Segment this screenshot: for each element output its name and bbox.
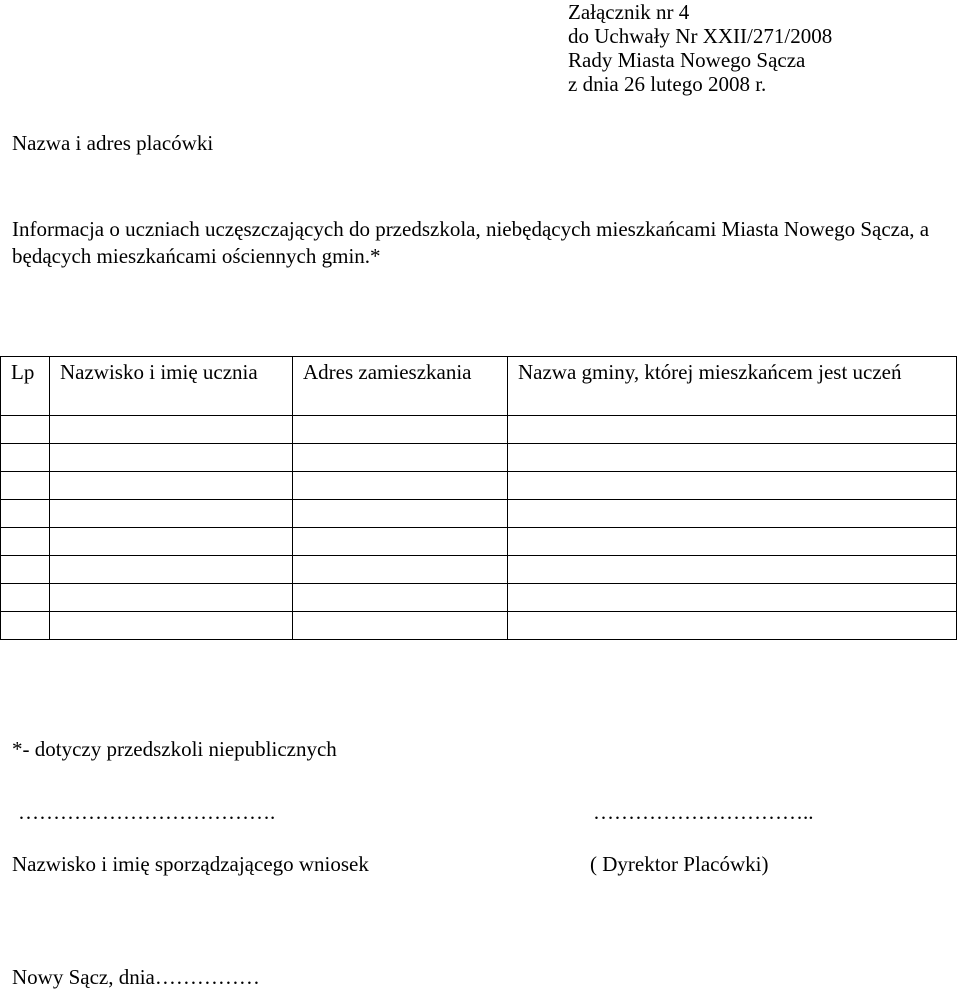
table-cell[interactable] [293,472,508,500]
table-cell[interactable] [1,472,50,500]
table-cell[interactable] [293,416,508,444]
table-cell[interactable] [1,584,50,612]
table-cell[interactable] [50,528,293,556]
header-municipality: Nazwa gminy, której mieszkańcem jest uczeń [508,357,957,416]
preparer-label: Nazwisko i imię sporządzającego wniosek [12,852,369,876]
table-cell[interactable] [293,444,508,472]
table-cell[interactable] [508,444,957,472]
table-cell[interactable] [508,416,957,444]
table-row [1,472,957,500]
table-cell[interactable] [50,444,293,472]
students-table [0,356,957,640]
table-row [1,556,957,584]
annex-header [568,0,948,96]
table-row [1,612,957,640]
table-cell[interactable] [50,500,293,528]
table-cell[interactable] [508,472,957,500]
table-cell[interactable] [1,528,50,556]
header-student-name: Nazwisko i imię ucznia [50,357,293,416]
table-cell[interactable] [508,584,957,612]
annex-line-council: Rady Miasta Nowego Sącza [568,48,806,72]
table-cell[interactable] [50,556,293,584]
table-cell[interactable] [50,584,293,612]
footnote: *- dotyczy przedszkoli niepublicznych [12,737,337,761]
annex-line-number: Załącznik nr 4 [568,0,690,24]
table-cell[interactable] [1,444,50,472]
table-cell[interactable] [508,500,957,528]
table-cell[interactable] [1,416,50,444]
table-header-row [1,357,957,416]
header-address: Adres zamieszkania [293,357,508,416]
table-cell[interactable] [1,556,50,584]
table-row [1,416,957,444]
table-cell[interactable] [50,472,293,500]
signature-line-director: ………………………….. [593,800,814,824]
place-and-date: Nowy Sącz, dnia…………… [12,965,260,989]
table-row [1,584,957,612]
table-cell[interactable] [293,500,508,528]
table-cell[interactable] [293,612,508,640]
table-row [1,500,957,528]
info-paragraph: Informacja o uczniach uczęszczających do przedszkola, niebędących mieszkańcami Miasta Nowego Sącza, a będących mieszkańcami ościennych gmin.* [12,217,930,268]
table-cell[interactable] [508,612,957,640]
table-cell[interactable] [293,528,508,556]
table-cell[interactable] [1,612,50,640]
header-lp: Lp [1,357,50,416]
annex-line-resolution: do Uchwały Nr XXII/271/2008 [568,24,833,48]
table-cell[interactable] [50,416,293,444]
table-cell[interactable] [293,556,508,584]
signature-line-preparer: ………………………………. [18,800,276,824]
table-row [1,444,957,472]
director-label: ( Dyrektor Placówki) [590,852,769,876]
table-cell[interactable] [293,584,508,612]
annex-line-date: z dnia 26 lutego 2008 r. [568,72,767,96]
table-cell[interactable] [508,556,957,584]
table-cell[interactable] [1,500,50,528]
table-cell[interactable] [50,612,293,640]
table-row [1,528,957,556]
table-cell[interactable] [508,528,957,556]
facility-name-label: Nazwa i adres placówki [12,131,214,155]
